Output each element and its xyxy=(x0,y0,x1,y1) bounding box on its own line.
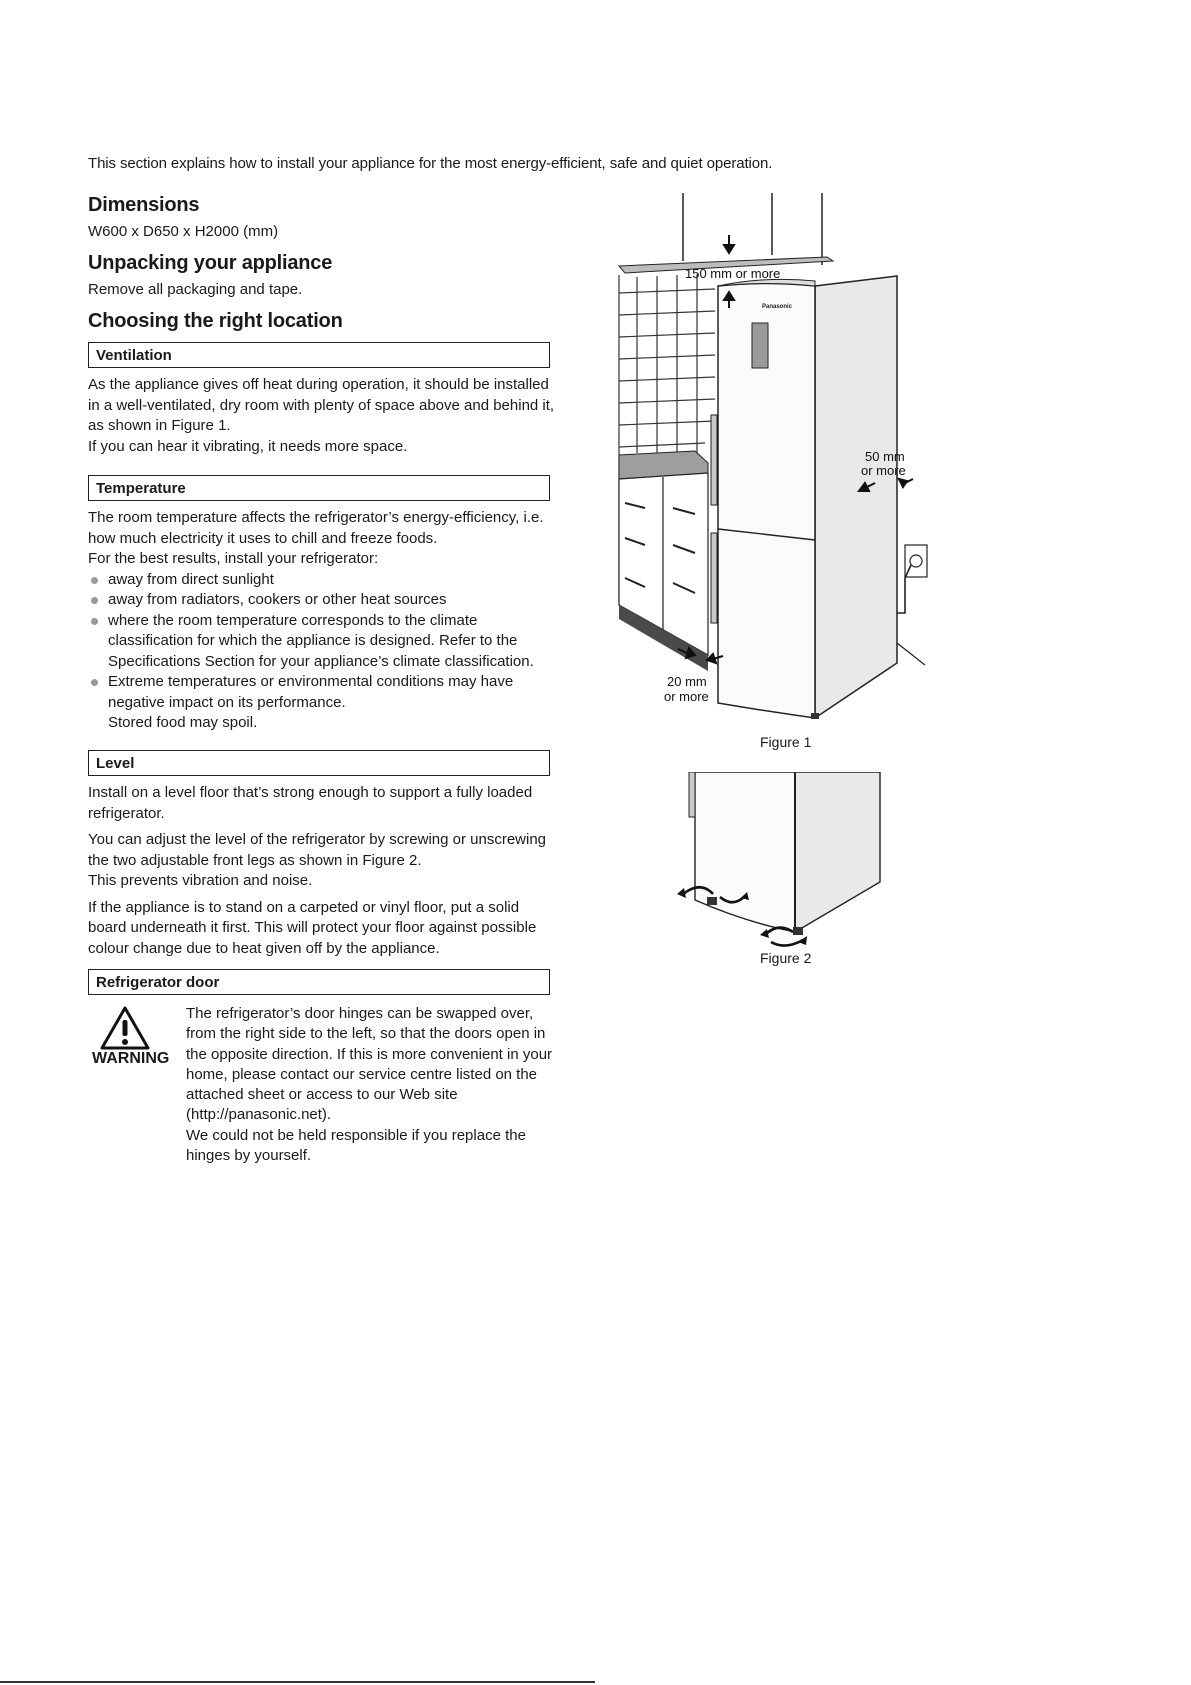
temperature-text xyxy=(88,508,558,734)
figure-2-caption: Figure 2 xyxy=(760,950,812,966)
bullet-dot-icon xyxy=(91,577,98,584)
list-item: away from radiators, cookers or other heat sources xyxy=(88,590,558,611)
figure-1-caption: Figure 1 xyxy=(760,734,812,750)
clearance-back-label-1: 50 mm xyxy=(865,449,905,464)
figure-2-illustration xyxy=(675,772,885,947)
unpacking-heading: Unpacking your appliance xyxy=(88,252,333,274)
ventilation-text xyxy=(88,375,558,457)
location-heading: Choosing the right location xyxy=(88,310,343,332)
clearance-side-label-2: or more xyxy=(664,689,709,704)
clearance-side-label-1: 20 mm xyxy=(667,674,707,689)
clearance-top-label: 150 mm or more xyxy=(685,266,781,281)
bullet-dot-icon xyxy=(91,597,98,604)
warning-icon xyxy=(99,1005,151,1051)
list-item: where the room temperature corresponds to the climate classification for which the appliance is designed. Refer to the Specifications Section for your appliance’s climate classification. xyxy=(88,611,558,673)
level-paragraph: Install on a level floor that’s strong enough to support a fully loaded refrigerator. xyxy=(88,784,533,822)
figure-1-illustration xyxy=(615,193,935,748)
level-box-heading: Level xyxy=(88,750,550,776)
door-text xyxy=(186,1004,556,1166)
temperature-paragraph: For the best results, install your refrigerator: xyxy=(88,550,379,567)
temperature-bullet-list xyxy=(88,570,558,714)
bullet-dot-icon xyxy=(91,679,98,686)
door-paragraph: We could not be held responsible if you replace the hinges by yourself. xyxy=(186,1126,526,1165)
door-box-heading: Refrigerator door xyxy=(88,969,550,995)
temperature-box-heading: Temperature xyxy=(88,475,550,501)
clearance-back-label-2: or more xyxy=(861,463,906,478)
list-item: Extreme temperatures or environmental conditions may have negative impact on its performance. xyxy=(88,672,558,713)
temperature-paragraph: The room temperature affects the refrigerator’s energy-efficiency, i.e. how much electricity it uses to chill and freeze foods. xyxy=(88,509,544,547)
unpacking-text: Remove all packaging and tape. xyxy=(88,281,303,298)
dimensions-text: W600 x D650 x H2000 (mm) xyxy=(88,223,279,240)
dimensions-heading: Dimensions xyxy=(88,194,200,216)
page-divider xyxy=(0,1681,595,1683)
bullet-dot-icon xyxy=(91,618,98,625)
level-text xyxy=(88,783,558,959)
ventilation-box-heading: Ventilation xyxy=(88,342,550,368)
level-paragraph: If the appliance is to stand on a carpeted or vinyl floor, put a solid board underneath it first. This will protect your floor against possible colour change due to heat given off by the appliance. xyxy=(88,898,537,957)
list-item: away from direct sunlight xyxy=(88,570,558,591)
ventilation-paragraph: As the appliance gives off heat during operation, it should be installed in a well-ventilated, dry room with plenty of space above and behind it, as shown in Figure 1. xyxy=(88,376,555,434)
intro-text: This section explains how to install your appliance for the most energy-efficient, safe and quiet operation. xyxy=(88,155,773,172)
door-paragraph: The refrigerator’s door hinges can be swapped over, from the right side to the left, so that the doors open in the opposite direction. If this is more convenient in your home, please contact our service centre listed on the attached sheet or access to our Web site (http://panasonic.net). xyxy=(186,1005,553,1124)
level-paragraph: You can adjust the level of the refrigerator by screwing or unscrewing the two adjustable front legs as shown in Figure 2. xyxy=(88,831,547,869)
temperature-note: Stored food may spoil. xyxy=(108,714,258,731)
warning-label: WARNING xyxy=(92,1050,170,1067)
ventilation-paragraph: If you can hear it vibrating, it needs more space. xyxy=(88,437,408,455)
level-paragraph: This prevents vibration and noise. xyxy=(88,872,313,889)
fridge-brand: Panasonic xyxy=(762,304,793,310)
